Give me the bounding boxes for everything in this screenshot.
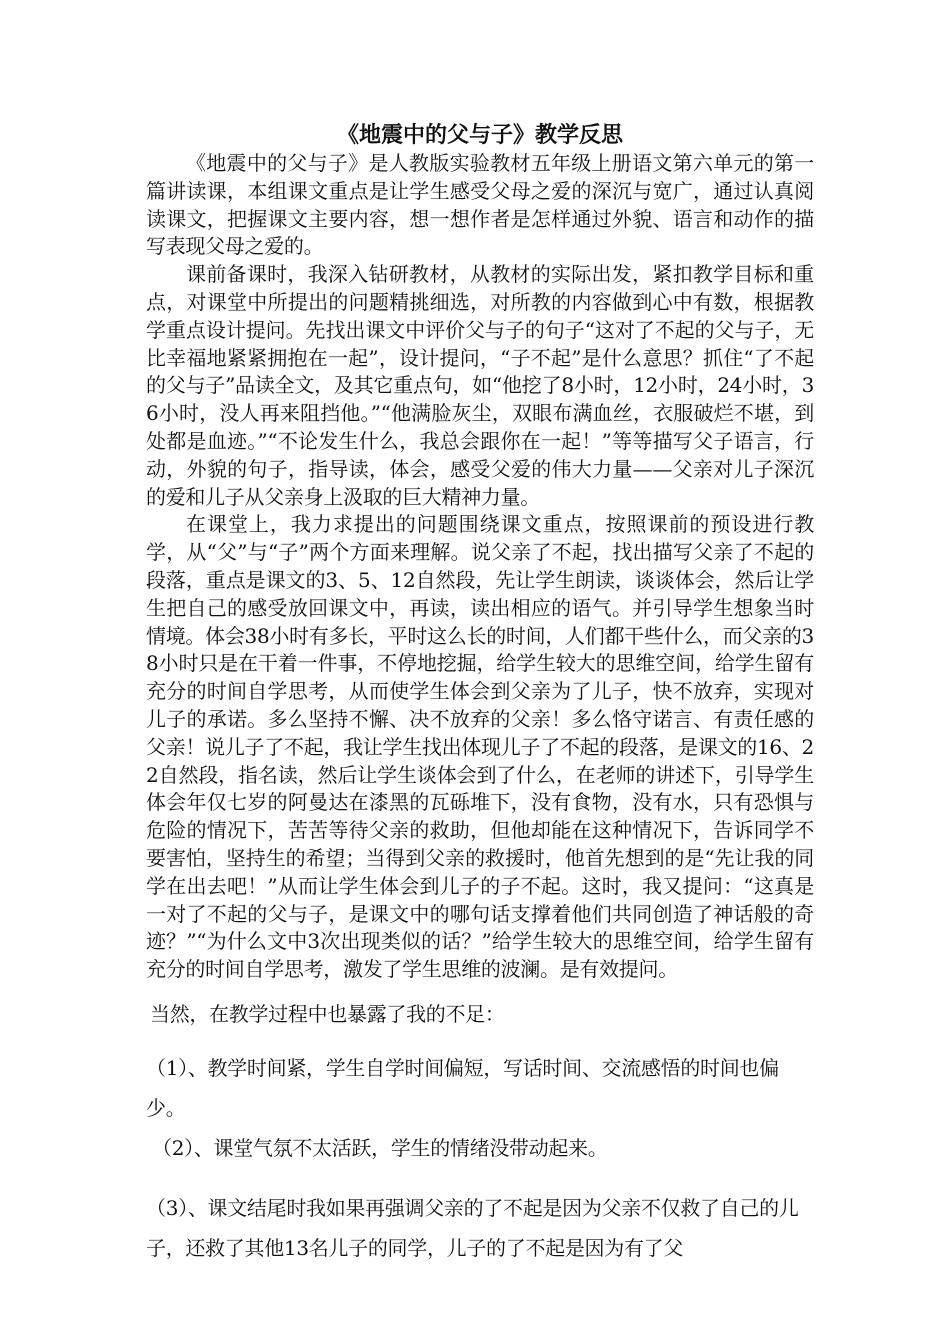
shortcoming-item-1: （1）、教学时间紧，学生自学时间偏短，写话时间、交流感悟的时间也偏少。 (146, 1055, 779, 1120)
intro-paragraph: 《地震中的父与子》是人教版实验教材五年级上册语文第六单元的第一篇讲读课，本组课文重点是让学生感受父母之爱的深沉与宽广，通过认真阅读课文，把握课文主要内容，想一想作者是怎样通过外貌、语言和动作的描写表现父母之爱的。 (146, 151, 814, 259)
preparation-paragraph: 课前备课时，我深入钻研教材，从教材的实际出发，紧扣教学目标和重点，对课堂中所提出的问题精挑细选，对所教的内容做到心中有数，根据教学重点设计提问。先找出课文中评价父与子的句子“这对了不起的父与子，无比幸福地紧紧拥抱在一起”，设计提问，“子不起”是什么意思？抓住“了不起的父与子”品读全文，及其它重点句，如“他挖了8小时，12小时，24小时，36小时，没人再来阻挡他。”“他满脸灰尘，双眼布满血丝，衣服破烂不堪，到处都是血迹。”“不论发生什么，我总会跟你在一起！”等等描写父子语言，行动，外貌的句子，指导读，体会，感受父爱的伟大力量——父亲对儿子深沉的爱和儿子从父亲身上汲取的巨大精神力量。 (146, 262, 814, 509)
document-page (146, 120, 814, 1268)
shortcoming-item-3: （3）、课文结尾时我如果再强调父亲的了不起是因为父亲不仅救了自己的儿子，还救了其他13名儿子的同学，儿子的了不起是因为有了父 (146, 1195, 799, 1260)
shortcoming-item-2: （2）、课堂气氛不太活跃，学生的情绪没带动起来。 (152, 1135, 608, 1160)
document-title: 《地震中的父与子》教学反思 (336, 122, 623, 148)
shortcoming-lead: 当然，在教学过程中也暴露了我的不足： (150, 1001, 505, 1026)
classroom-paragraph: 在课堂上，我力求提出的问题围绕课文重点，按照课前的预设进行教学，从“父”与“子”两个方面来理解。说父亲了不起，找出描写父亲了不起的段落，重点是课文的3、5、12自然段，先让学生朗读，谈谈体会，然后让学生把自己的感受放回课文中，再读，读出相应的语气。并引导学生想象当时情境。体会38小时有多长，平时这么长的时间，人们都干些什么，而父亲的38小时只是在干着一件事，不停地挖掘，给学生较大的思维空间，给学生留有充分的时间自学思考，从而使学生体会到父亲为了儿子，快不放弃，实现对儿子的承诺。多么坚持不懈、决不放弃的父亲！多么恪守诺言、有责任感的父亲！说儿子了不起，我让学生找出体现儿子了不起的段落，是课文的16、22自然段，指名读，然后让学生谈体会到了什么，在老师的讲述下，引导学生体会年仅七岁的阿曼达在漆黑的瓦砾堆下，没有食物，没有水，只有恐惧与危险的情况下，苦苦等待父亲的救助，但他却能在这种情况下，告诉同学不要害怕，坚持生的希望；当得到父亲的救援时，他首先想到的是“先让我的同学在出去吧！”从而让学生体会到儿子的子不起。这时，我又提问：“这真是一对了不起的父与子，是课文中的哪句话支撑着他们共同创造了神话般的奇迹？”“为什么文中3次出现类似的话？”给学生较大的思维空间，给学生留有充分的时间自学思考，激发了学生思维的波澜。是有效提问。 (146, 512, 814, 982)
